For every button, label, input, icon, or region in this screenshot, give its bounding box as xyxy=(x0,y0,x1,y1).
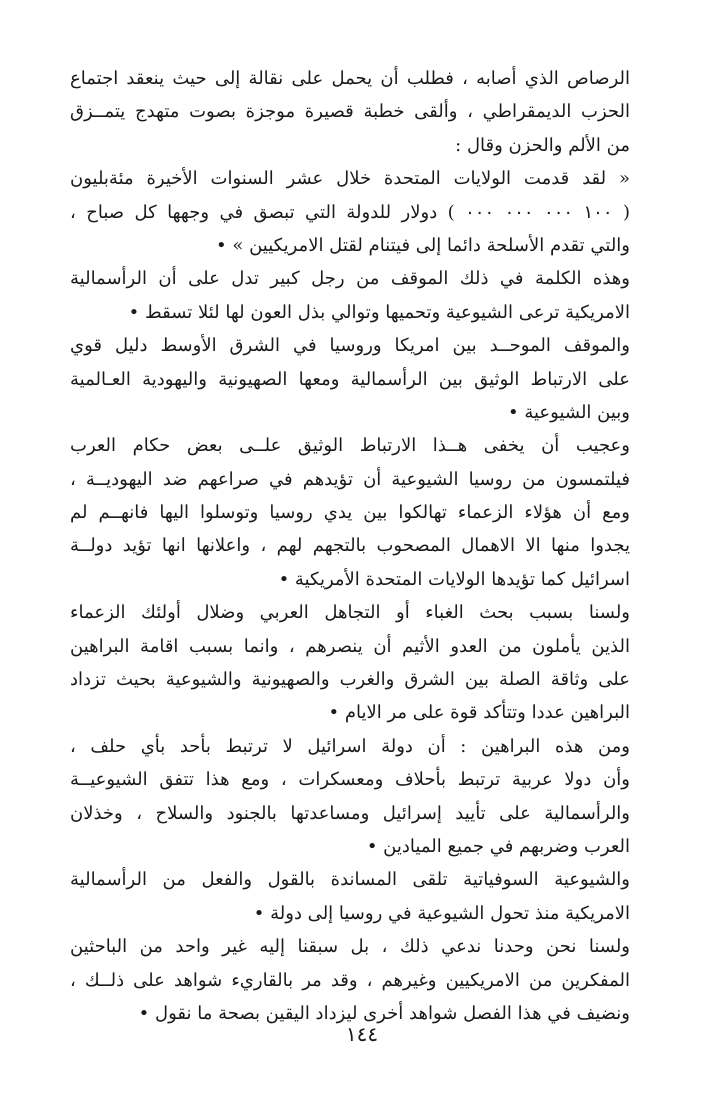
text-line: على وثاقة الصلة بين الشرق والغرب والصهيونية والشيوعية بحيث تزداد xyxy=(70,669,630,691)
text-line: ولسنا بسبب بحث الغباء أو التجاهل العربي وضلال أولئك الزعماء xyxy=(70,602,630,624)
text-line: البراهين عددا وتتأكد قوة على مر الايام • xyxy=(328,702,630,724)
text-line: الرصاص الذي أصابه ، فطلب أن يحمل على نقالة إلى حيث ينعقد اجتماع xyxy=(70,68,630,89)
text-line: ( ١٠٠ ٠٠٠ ٠٠٠ ٠٠٠ ) دولار للدولة التي تبصق في وجهها كل صباح ، xyxy=(70,201,630,223)
text-line: « لقد قدمت الولايات المتحدة خلال عشر السنوات الأخيرة مئةبليون xyxy=(70,168,630,190)
text-line: فيلتمسون من روسيا الشيوعية أن تؤيدهم في صراعهم ضد اليهوديــة ، xyxy=(70,468,630,490)
text-line: والرأسمالية على تأييد إسرائيل ومساعدتها بالجنود والسلاح ، وخذلان xyxy=(70,802,630,824)
text-line: اسرائيل كما تؤيدها الولايات المتحدة الأمريكية • xyxy=(278,568,630,590)
text-line: والشيوعية السوفياتية تلقى المساندة بالقول والفعل من الرأسمالية xyxy=(70,869,630,891)
text-line: ومن هذه البراهين : أن دولة اسرائيل لا ترتبط بأحد بأي حلف ، xyxy=(70,735,630,757)
text-line: ومع أن هؤلاء الزعماء تهالكوا بين يدي روسيا وتوسلوا اليها فانهــم لم xyxy=(70,502,630,524)
text-line: وعجيب أن يخفى هــذا الارتباط الوثيق علــى بعض حكام العرب xyxy=(70,435,630,457)
text-line: الامريكية ترعى الشيوعية وتحميها وتوالي بذل العون لها لئلا تسقط • xyxy=(128,301,630,323)
text-line: من الألم والحزن وقال : xyxy=(455,134,630,156)
text-line: وهذه الكلمة في ذلك الموقف من رجل كبير تدل على أن الرأسمالية xyxy=(70,268,630,290)
text-line: والتي تقدم الأسلحة دائما إلى فيتنام لقتل الامريكيين » • xyxy=(216,234,630,256)
text-line: وبين الشيوعية • xyxy=(508,401,630,423)
text-line: العرب وضربهم في جميع الميادين • xyxy=(366,835,630,857)
text-line: يجدوا منها الا الاهمال المصحوب بالتجهم لهم ، واعلانها انها تؤيد دولــة xyxy=(70,535,630,557)
text-line: المفكرين من الامريكيين وغيرهم ، وقد مر بالقاريء شواهد على ذلــك ، xyxy=(70,969,630,991)
page-number: ١٤٤ xyxy=(345,1022,379,1046)
text-line: ولسنا نحن وحدنا ندعي ذلك ، بل سبقنا إليه غير واحد من الباحثين xyxy=(70,936,630,958)
text-line: والموقف الموحــد بين امريكا وروسيا في الشرق الأوسط دليل قوي xyxy=(70,335,630,357)
text-line: على الارتباط الوثيق بين الرأسمالية ومعها الصهيونية واليهودية العـالمية xyxy=(70,368,630,390)
body-text xyxy=(70,62,630,1030)
text-line: وأن دولا عربية ترتبط بأحلاف ومعسكرات ، ومع هذا تتفق الشيوعيــة xyxy=(70,769,630,791)
text-line: الامريكية منذ تحول الشيوعية في روسيا إلى دولة • xyxy=(253,902,630,924)
text-line: ونضيف في هذا الفصل شواهد أخرى ليزداد اليقين بصحة ما نقول • xyxy=(138,1002,630,1024)
text-line: الذين يأملون من العدو الأثيم أن ينصرهم ، وانما بسبب اقامة البراهين xyxy=(70,635,630,657)
text-line: الحزب الديمقراطي ، وألقى خطبة قصيرة موجزة بصوت متهدج يتمــزق xyxy=(70,101,630,123)
